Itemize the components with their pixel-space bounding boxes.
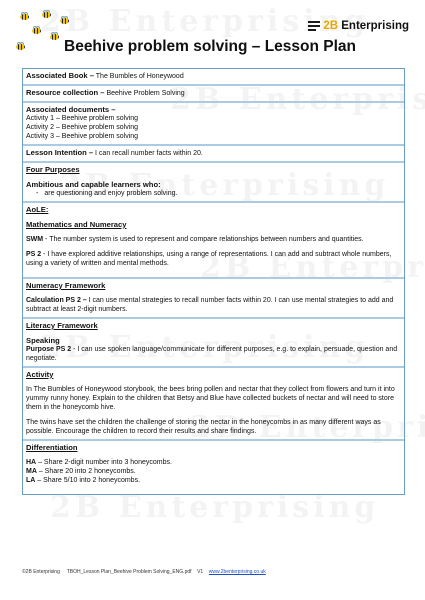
differentiation-heading: Differentiation	[26, 443, 78, 452]
ps2-label: PS 2	[26, 251, 42, 258]
four-purposes-section	[23, 163, 404, 203]
document-item: Activity 2 – Beehive problem solving	[26, 124, 139, 131]
swm-label: SWM	[26, 236, 44, 243]
footer-filename: TBOH_Lesson Plan_Beehive Problem Solving_ENG.pdf	[66, 569, 192, 575]
aole-section	[23, 203, 404, 279]
purpose-text: - I can use spoken language/communicate for different purposes, e.g. to explain, persuade, question and negotiate.	[26, 346, 398, 362]
numeracy-framework-heading: Numeracy Framework	[26, 281, 106, 290]
bee-icon	[40, 10, 52, 18]
literacy-framework-heading: Literacy Framework	[26, 321, 98, 330]
bee-icon	[30, 26, 42, 34]
bee-icon	[14, 42, 26, 50]
ps2-statement	[26, 250, 401, 268]
four-purposes-subheading: Ambitious and capable learners who:	[26, 180, 161, 189]
four-purposes-bullet	[26, 189, 401, 198]
differentiation-ha	[26, 458, 401, 467]
differentiation-ma	[26, 467, 401, 476]
associated-documents-section	[23, 103, 404, 146]
associated-book-section	[23, 69, 404, 86]
resource-collection-section	[23, 86, 404, 103]
ma-label: MA	[26, 468, 37, 475]
resource-collection-value: Beehive Problem Solving	[106, 90, 185, 97]
ma-text: – Share 20 into 2 honeycombs.	[36, 468, 136, 475]
aole-subheading: Mathematics and Numeracy	[26, 220, 127, 229]
ha-text: – Share 2-digit number into 3 honeycombs.	[36, 459, 172, 466]
associated-book-label: Associated Book –	[26, 71, 94, 80]
footer-copyright: ©2B Enterprising	[22, 569, 60, 575]
resource-collection-label: Resource collection –	[26, 88, 105, 97]
purpose-label: Purpose PS 2	[26, 346, 72, 353]
purpose-statement	[26, 345, 401, 363]
la-text: – Share 5/10 into 2 honeycombs.	[35, 477, 141, 484]
brand-name	[323, 20, 409, 32]
lesson-intention-value: I can recall number facts within 20.	[95, 150, 203, 157]
calculation-statement	[26, 296, 401, 314]
brand-logo	[308, 20, 409, 32]
speaking-label: Speaking	[26, 336, 60, 345]
numeracy-framework-section	[23, 279, 404, 319]
bullet-dash: -	[36, 190, 39, 197]
associated-book-value: The Bumbles of Honeywood	[95, 73, 184, 80]
la-label: LA	[26, 477, 36, 484]
four-purposes-heading: Four Purposes	[26, 165, 80, 174]
activity-section	[23, 368, 404, 441]
document-item: Activity 1 – Beehive problem solving	[26, 115, 139, 122]
lesson-plan-table	[22, 68, 405, 495]
ha-label: HA	[26, 459, 37, 466]
calculation-label: Calculation PS 2 –	[26, 297, 87, 304]
bee-icon	[48, 32, 60, 40]
associated-documents-label: Associated documents –	[26, 105, 116, 114]
lesson-intention-section	[23, 146, 404, 163]
swm-text: - The number system is used to represent and compare relationships between numbers and quantities.	[43, 236, 364, 243]
differentiation-la	[26, 476, 401, 485]
lesson-intention-label: Lesson Intention –	[26, 148, 94, 157]
ps2-text: - I have explored additive relationships, using a range of representations. I can add and subtract whole numbers, using a variety of written and mental methods.	[26, 251, 392, 267]
bullet-text: are questioning and enjoy problem solving.	[44, 190, 178, 197]
swm-statement	[26, 235, 401, 244]
footer-version: V1	[197, 569, 204, 575]
watermark-text	[50, 490, 379, 525]
differentiation-section	[23, 441, 404, 494]
aole-heading: AoLE:	[26, 205, 49, 214]
activity-paragraph: In The Bumbles of Honeywood storybook, the bees bring pollen and nectar that they collect from flowers and turn it into yummy runny honey. Explain to the children that Betsy and Blue have collected buckets of nectar and will need to store them in the honeycomb hive.	[26, 386, 395, 411]
page-footer	[22, 569, 266, 575]
activity-heading: Activity	[26, 370, 54, 379]
footer-website-link[interactable]: www.2benterprising.co.uk	[208, 569, 266, 575]
bee-icon	[18, 12, 30, 20]
calculation-text: I can use mental strategies to recall number facts within 20. I can use mental strategies to add and subtract at least 2-digit numbers.	[26, 297, 394, 313]
bee-icon	[58, 16, 70, 24]
logo-lines-icon	[308, 21, 320, 31]
brand-word: Enterprising	[341, 20, 409, 32]
activity-paragraph: The twins have set the children the challenge of storing the nectar in the honeycombs in as many different ways as possible. Encourage the children to record their results and share findings.	[26, 419, 381, 435]
page-title: Beehive problem solving – Lesson Plan	[64, 38, 357, 55]
document-item: Activity 3 – Beehive problem solving	[26, 133, 139, 140]
literacy-framework-section	[23, 319, 404, 368]
brand-number: 2B	[323, 20, 339, 32]
